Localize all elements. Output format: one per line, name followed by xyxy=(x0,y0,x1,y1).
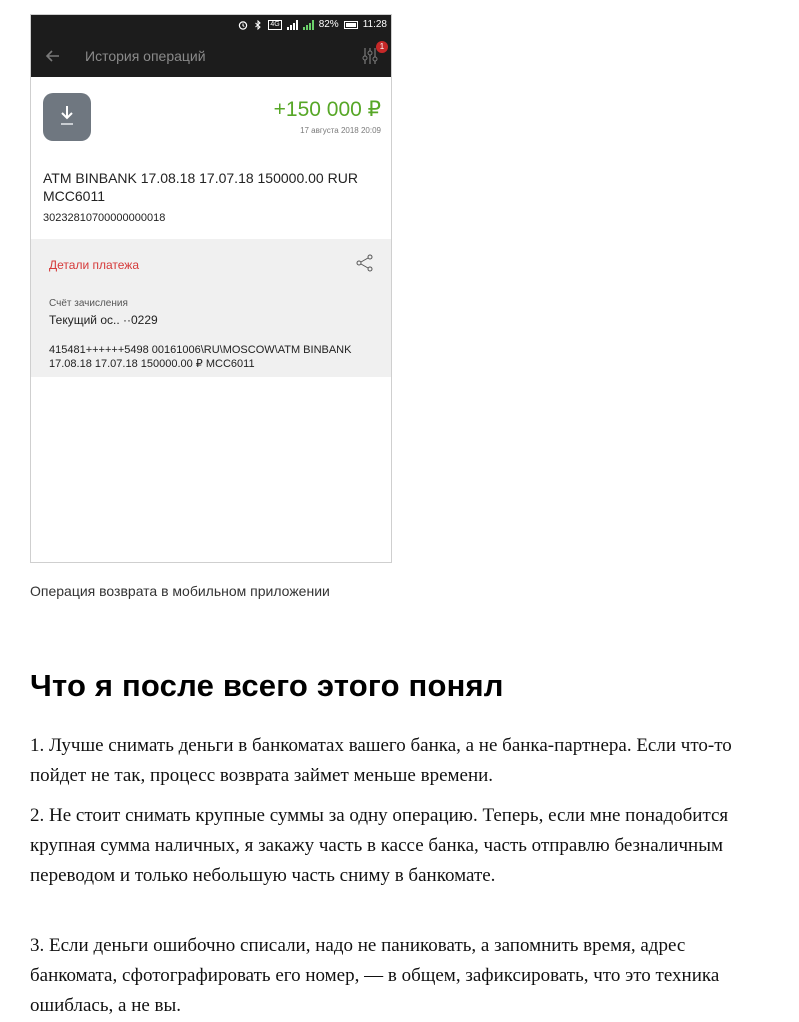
payment-details xyxy=(31,239,392,377)
transaction-details: 415481++++++5498 00161006\RU\MOSCOW\ATM BINBANK 17.08.18 17.07.18 150000.00 ₽ MCC6011 xyxy=(49,344,352,370)
status-bar xyxy=(31,15,392,35)
account-value: Текущий ос.. ··0229 xyxy=(49,313,158,327)
paragraph: 2. Не стоит снимать крупные суммы за одну операцию. Теперь, если мне понадобится крупная сумма наличных, я закажу часть в кассе банка, часть отправлю безналичным переводом и только небольшую часть сниму в банкомате. xyxy=(30,805,729,886)
signal-icon-2 xyxy=(303,20,314,30)
operation-date: 17 августа 2018 20:09 xyxy=(300,126,381,135)
account-label: Счёт зачисления xyxy=(49,298,128,309)
share-icon[interactable] xyxy=(355,253,375,273)
download-icon xyxy=(43,93,91,141)
mobile-app-screenshot xyxy=(30,14,392,563)
paragraph: 3. Если деньги ошибочно списали, надо не паниковать, а запомнить время, адрес банкомата, сфотографировать его номер, — в общем, зафиксировать, что это техника ошиблась, а не вы. xyxy=(30,935,720,1016)
battery-icon xyxy=(344,21,358,29)
operation-account-number: 30232810700000000018 xyxy=(43,212,166,224)
clock: 11:28 xyxy=(362,19,387,30)
network-type: 4G xyxy=(270,20,280,28)
image-caption: Операция возврата в мобильном приложении xyxy=(30,583,330,599)
app-bar-title: История операций xyxy=(85,48,206,64)
alarm-icon xyxy=(238,20,248,30)
signal-icon xyxy=(287,20,298,30)
operation-amount: +150 000 ₽ xyxy=(273,98,381,121)
paragraph: 1. Лучше снимать деньги в банкоматах вашего банка, а не банка-партнера. Если что-то пойдет не так, процесс возврата займет меньше времени. xyxy=(30,735,732,786)
operation-card xyxy=(31,77,392,563)
battery-percent: 82% xyxy=(318,19,339,30)
section-heading: Что я после всего этого понял xyxy=(30,668,504,703)
back-arrow-icon[interactable] xyxy=(43,46,63,66)
app-bar xyxy=(31,35,392,77)
payment-details-link[interactable]: Детали платежа xyxy=(49,258,139,272)
bluetooth-icon xyxy=(253,20,263,30)
filter-badge: 1 xyxy=(376,41,388,53)
operation-description: ATM BINBANK 17.08.18 17.07.18 150000.00 RUR MCC6011 xyxy=(43,170,358,204)
